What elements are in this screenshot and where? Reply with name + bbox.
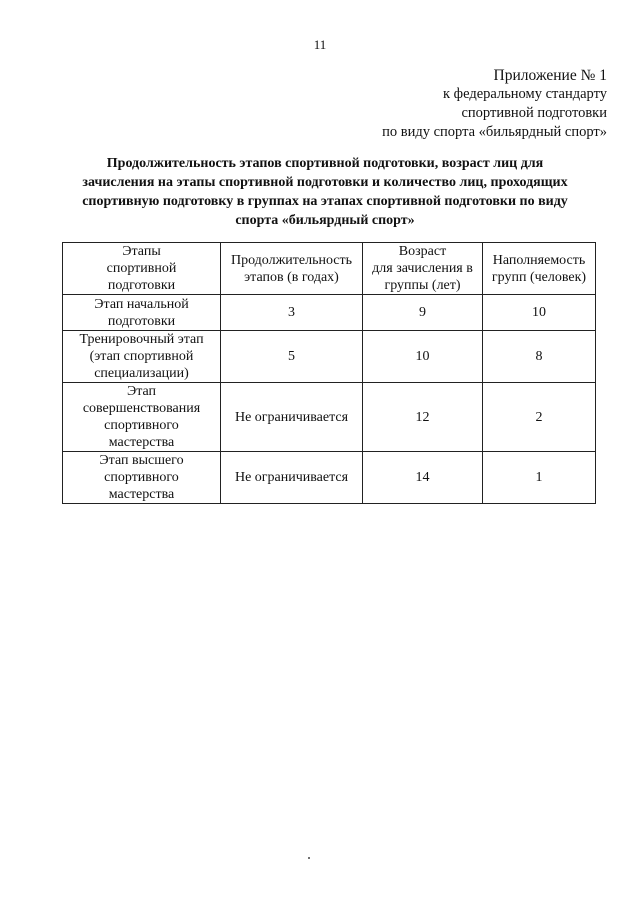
title-line: спортивную подготовку в группах на этапах спортивной подготовки по виду xyxy=(82,194,568,209)
header-text: для зачисления в xyxy=(372,261,473,276)
stages-table xyxy=(62,242,596,504)
table-row xyxy=(63,452,596,504)
document-title xyxy=(40,154,610,230)
page-number: 11 xyxy=(313,37,327,52)
header-age xyxy=(363,243,483,295)
cell-duration: 3 xyxy=(221,295,363,331)
header-text: Этапы xyxy=(122,244,161,259)
table-row xyxy=(63,383,596,452)
cell-text: спортивного xyxy=(104,418,179,433)
cell-group-size: 1 xyxy=(483,452,596,504)
cell-age: 10 xyxy=(363,331,483,383)
cell-age: 12 xyxy=(363,383,483,452)
cell-text: Тренировочный этап xyxy=(79,332,204,347)
table-header-row xyxy=(63,243,596,295)
cell-stage xyxy=(63,452,221,504)
header-text: Возраст xyxy=(398,244,447,259)
cell-text: спортивного xyxy=(104,470,179,485)
title-line: зачисления на этапы спортивной подготовки и количество лиц, проходящих xyxy=(82,175,568,190)
cell-duration: Не ограничивается xyxy=(221,383,363,452)
cell-group-size: 10 xyxy=(483,295,596,331)
appendix-header xyxy=(382,66,607,142)
cell-duration: 5 xyxy=(221,331,363,383)
cell-text: специализации) xyxy=(94,366,189,381)
cell-text: (этап спортивной xyxy=(89,349,194,364)
scan-speck xyxy=(308,857,310,859)
header-duration xyxy=(221,243,363,295)
cell-age: 9 xyxy=(363,295,483,331)
cell-group-size: 2 xyxy=(483,383,596,452)
appendix-line: по виду спорта «бильярдный спорт» xyxy=(382,124,607,140)
table-row xyxy=(63,331,596,383)
appendix-line: к федеральному стандарту xyxy=(443,86,607,102)
header-text: Продолжительность xyxy=(230,252,353,268)
header-text: Наполняемость xyxy=(492,252,586,268)
cell-text: Этап начальной xyxy=(94,296,189,312)
title-line: спорта «бильярдный спорт» xyxy=(235,213,415,228)
header-text: этапов (в годах) xyxy=(244,269,339,285)
appendix-line: Приложение № 1 xyxy=(493,67,607,84)
cell-duration: Не ограничивается xyxy=(221,452,363,504)
cell-stage xyxy=(63,331,221,383)
cell-text: подготовки xyxy=(107,313,176,329)
header-text: подготовки xyxy=(107,278,176,293)
title-line: Продолжительность этапов спортивной подготовки, возраст лиц для xyxy=(106,156,544,171)
cell-stage xyxy=(63,295,221,331)
cell-stage xyxy=(63,383,221,452)
cell-text: совершенствования xyxy=(82,401,201,416)
cell-text: Этап высшего xyxy=(99,453,184,468)
cell-text: мастерства xyxy=(108,487,175,502)
header-text: группы (лет) xyxy=(384,278,461,293)
cell-group-size: 8 xyxy=(483,331,596,383)
cell-text: мастерства xyxy=(108,435,175,450)
header-stage xyxy=(63,243,221,295)
header-text: спортивной xyxy=(106,261,177,276)
table-row xyxy=(63,295,596,331)
header-group-size xyxy=(483,243,596,295)
appendix-line: спортивной подготовки xyxy=(461,105,607,121)
cell-text: Этап xyxy=(126,384,157,399)
cell-age: 14 xyxy=(363,452,483,504)
header-text: групп (человек) xyxy=(491,269,587,285)
